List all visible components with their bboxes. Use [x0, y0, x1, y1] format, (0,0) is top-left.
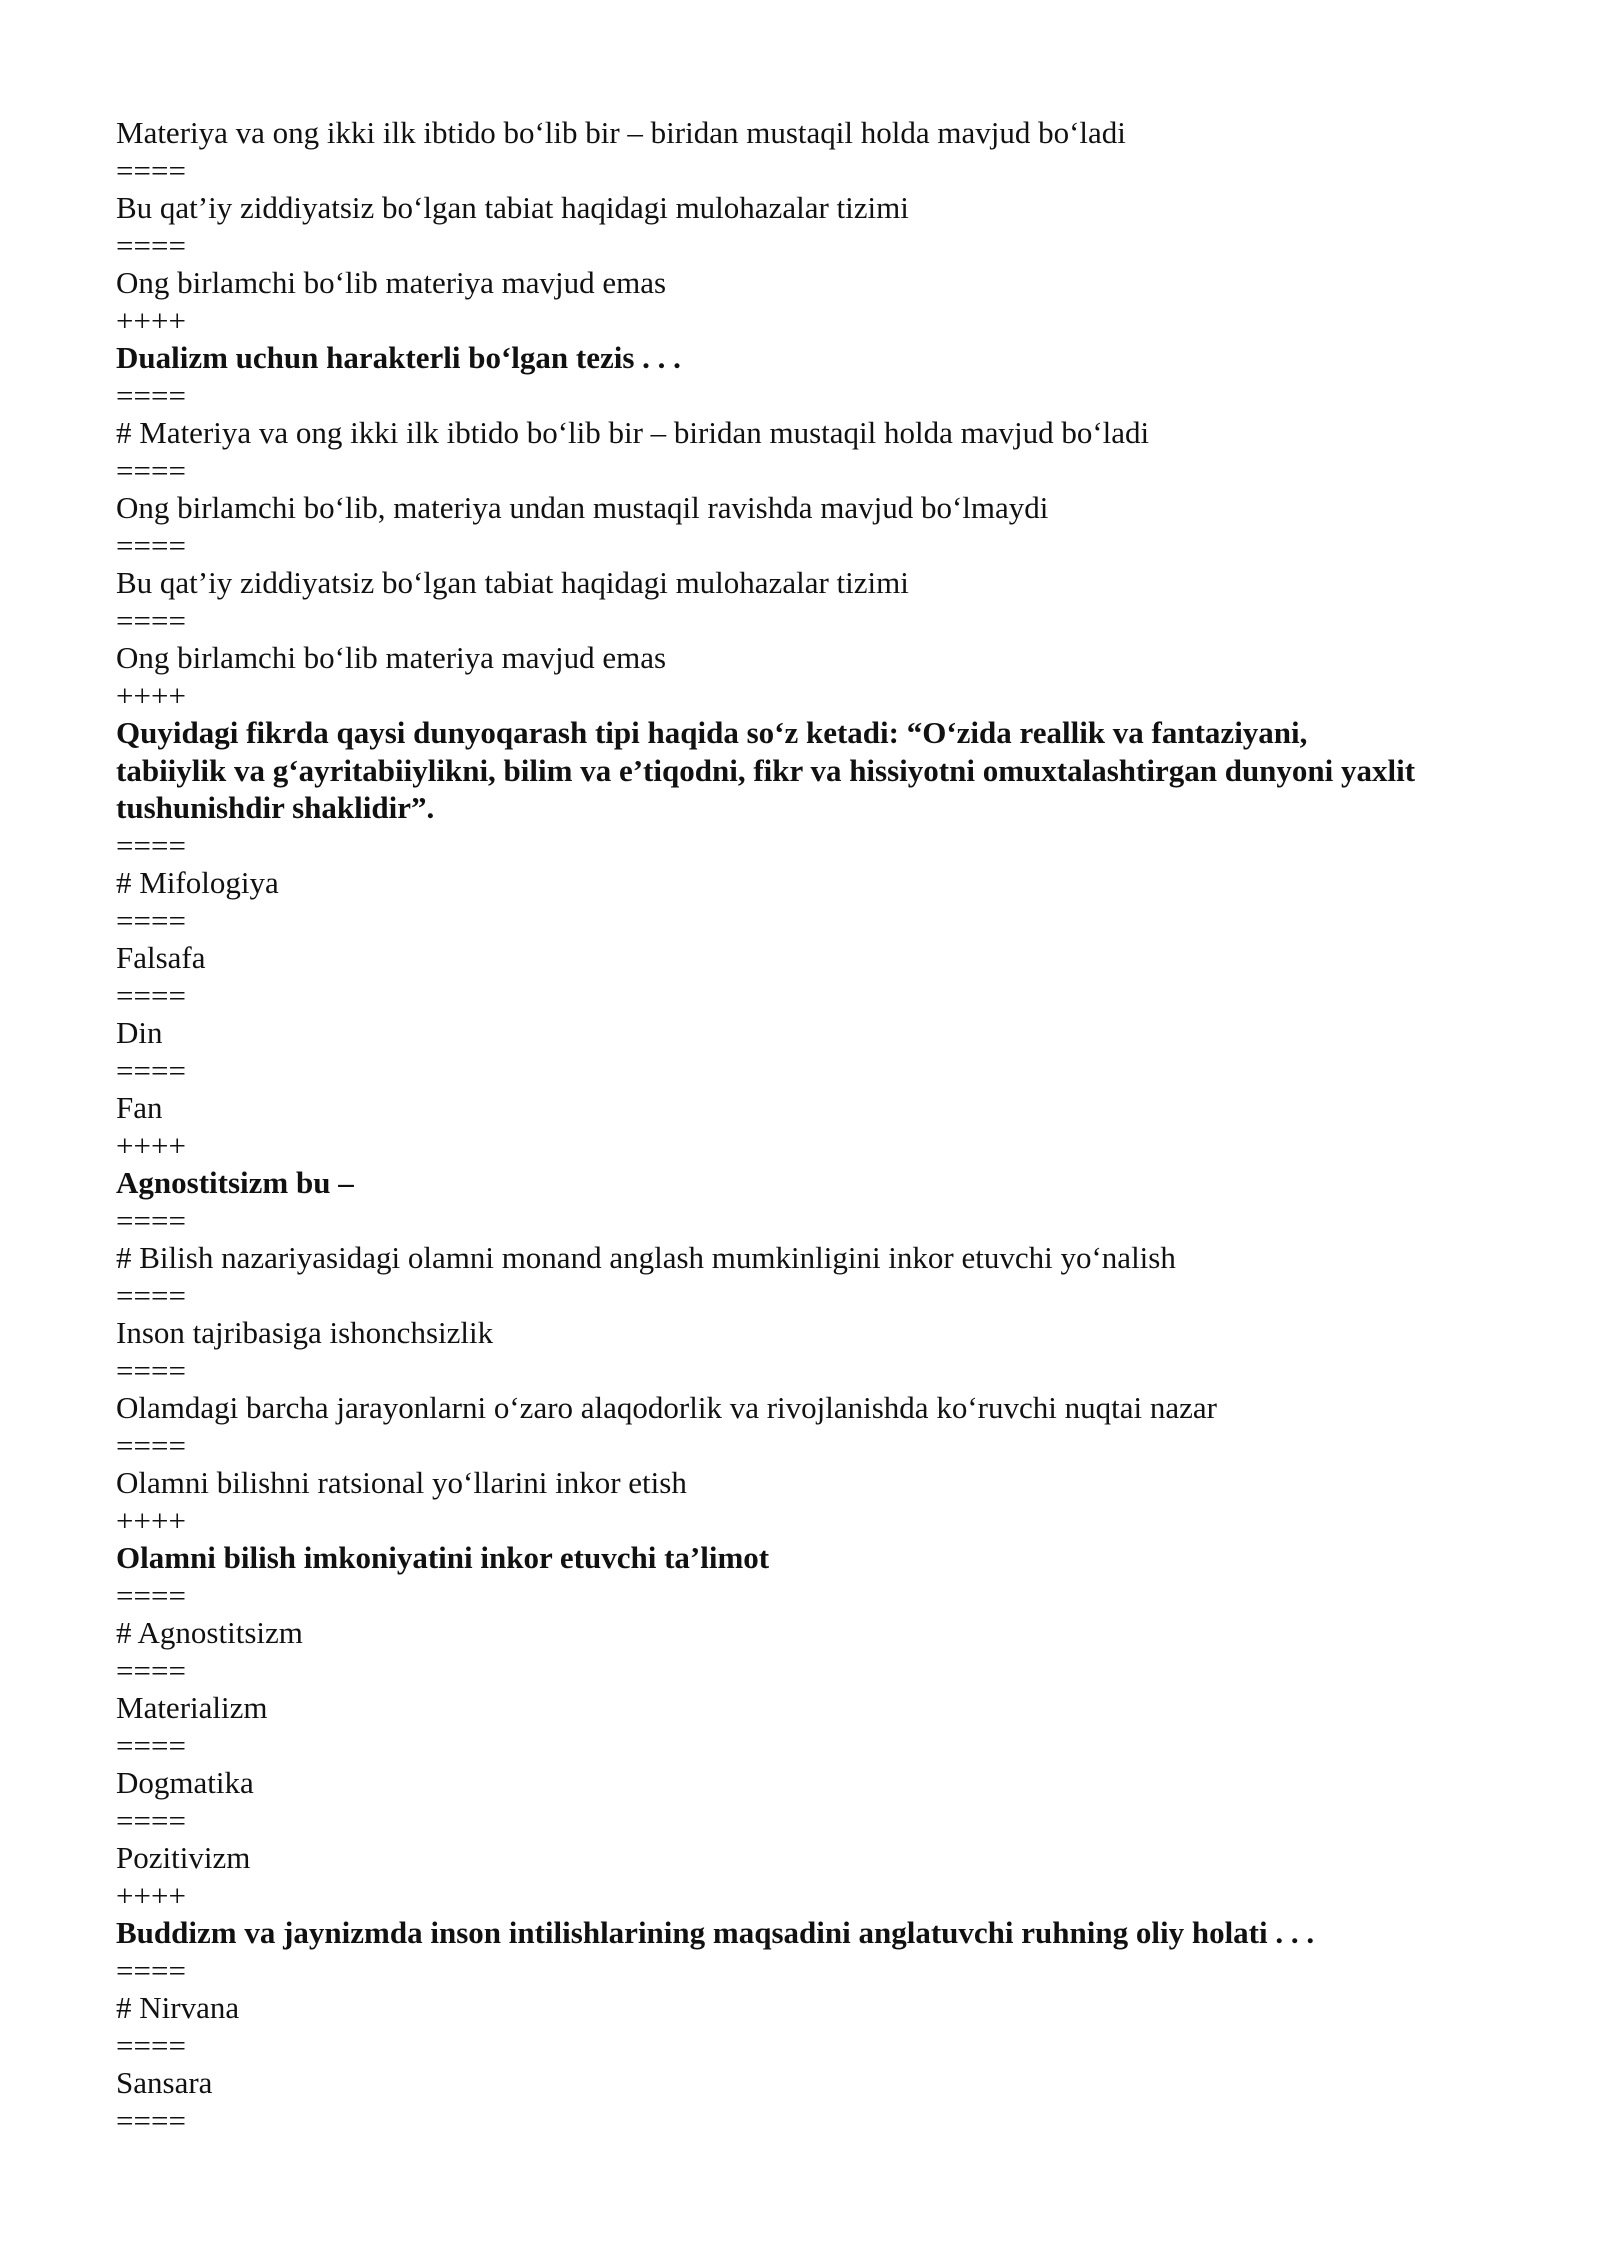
- correct-answer-option: # Materiya va ong ikki ilk ibtido bo‘lib bir – biridan mustaqil holda mavjud bo‘ladi: [116, 415, 1150, 450]
- answer-option: Falsafa: [116, 940, 206, 975]
- answer-option: Bu qat’iy ziddiyatsiz bo‘lgan tabiat haqidagi mulohazalar tizimi: [116, 565, 909, 600]
- separator-line: ====: [116, 1277, 186, 1313]
- answer-option: Inson tajribasiga ishonchsizlik: [116, 1315, 494, 1350]
- answer-option: Materializm: [116, 1690, 268, 1725]
- answer-option: Bu qat’iy ziddiyatsiz bo‘lgan tabiat haqidagi mulohazalar tizimi: [116, 190, 909, 225]
- separator-line: ====: [116, 1652, 186, 1688]
- question-text: Buddizm va jaynizmda inson intilishlarining maqsadini anglatuvchi ruhning oliy holati . . .: [116, 1915, 1315, 1950]
- answer-option: Pozitivizm: [116, 1840, 251, 1875]
- question-text: Quyidagi fikrda qaysi dunyoqarash tipi haqida so‘z ketadi: “O‘zida reallik va fantaziyani, tabiiylik va g‘ayritabiiylikni, bilim va e’tiqodni, fikr va hissiyotni omuxtalashtirgan dunyoni yaxlit tushunishdir shaklidir”.: [116, 715, 1416, 825]
- question-separator-line: ++++: [116, 302, 186, 338]
- correct-answer-option: # Agnostitsizm: [116, 1615, 303, 1650]
- separator-line: ====: [116, 902, 186, 938]
- answer-option: Ong birlamchi bo‘lib, materiya undan mustaqil ravishda mavjud bo‘lmaydi: [116, 490, 1049, 525]
- document-page: [116, 114, 1416, 2139]
- separator-line: ====: [116, 452, 186, 488]
- answer-option: Olamdagi barcha jarayonlarni o‘zaro alaqodorlik va rivojlanishda ko‘ruvchi nuqtai nazar: [116, 1390, 1217, 1425]
- separator-line: ====: [116, 1802, 186, 1838]
- question-text: Agnostitsizm bu –: [116, 1165, 354, 1200]
- separator-line: ====: [116, 1352, 186, 1388]
- answer-option: Din: [116, 1015, 163, 1050]
- answer-option: Materiya va ong ikki ilk ibtido bo‘lib bir – biridan mustaqil holda mavjud bo‘ladi: [116, 115, 1126, 150]
- separator-line: ====: [116, 377, 186, 413]
- separator-line: ====: [116, 1202, 186, 1238]
- separator-line: ====: [116, 1952, 186, 1988]
- question-text: Dualizm uchun harakterli bo‘lgan tezis . . .: [116, 340, 681, 375]
- separator-line: ====: [116, 1427, 186, 1463]
- question-separator-line: ++++: [116, 1502, 186, 1538]
- separator-line: ====: [116, 227, 186, 263]
- separator-line: ====: [116, 2102, 186, 2138]
- answer-option: Fan: [116, 1090, 163, 1125]
- answer-option: Ong birlamchi bo‘lib materiya mavjud emas: [116, 640, 667, 675]
- question-separator-line: ++++: [116, 677, 186, 713]
- answer-option: Sansara: [116, 2065, 213, 2100]
- correct-answer-option: # Nirvana: [116, 1990, 240, 2025]
- separator-line: ====: [116, 152, 186, 188]
- separator-line: ====: [116, 977, 186, 1013]
- question-separator-line: ++++: [116, 1877, 186, 1913]
- question-separator-line: ++++: [116, 1127, 186, 1163]
- separator-line: ====: [116, 827, 186, 863]
- separator-line: ====: [116, 602, 186, 638]
- correct-answer-option: # Bilish nazariyasidagi olamni monand anglash mumkinligini inkor etuvchi yo‘nalish: [116, 1240, 1176, 1275]
- separator-line: ====: [116, 1727, 186, 1763]
- answer-option: Dogmatika: [116, 1765, 254, 1800]
- correct-answer-option: # Mifologiya: [116, 865, 279, 900]
- question-text: Olamni bilish imkoniyatini inkor etuvchi ta’limot: [116, 1540, 770, 1575]
- answer-option: Olamni bilishni ratsional yo‘llarini inkor etish: [116, 1465, 687, 1500]
- separator-line: ====: [116, 2027, 186, 2063]
- answer-option: Ong birlamchi bo‘lib materiya mavjud emas: [116, 265, 667, 300]
- separator-line: ====: [116, 1577, 186, 1613]
- separator-line: ====: [116, 527, 186, 563]
- separator-line: ====: [116, 1052, 186, 1088]
